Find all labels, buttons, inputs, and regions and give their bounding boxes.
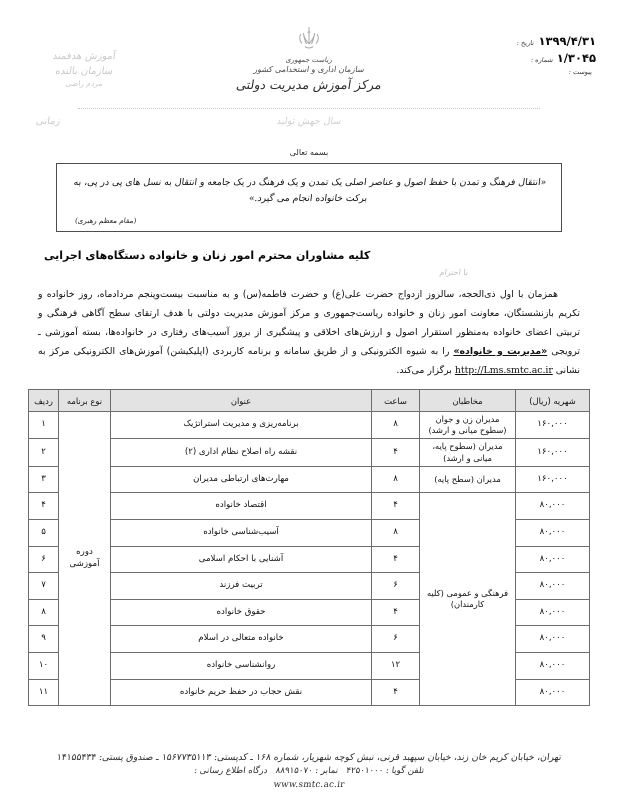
letter-footer (0, 751, 618, 792)
cell-radif: ۶ (29, 546, 59, 573)
subject-line: با احترام (439, 267, 469, 277)
lms-url-link[interactable]: http://Lms.smtc.ac.ir (454, 364, 553, 376)
cell-onvan: حقوق خانواده (111, 599, 372, 626)
cell-mokhataban: فرهنگی و عمومی (کلیه کارمندان) (420, 493, 516, 706)
cell-radif: ۷ (29, 573, 59, 600)
metadata-row-number (446, 51, 596, 68)
cell-saat: ۸ (372, 466, 420, 493)
org-line-center: مرکز آموزش مدیریت دولتی (235, 76, 383, 92)
quote-text: «انتقال فرهنگ و تمدن با حفظ اصول و عناصر اصلی یک تمدن و یک فرهنگ در یک جامعه و انتقال به نسل های پی در پی، به برکت خانواده انجام می گیرد.» (73, 177, 547, 204)
programs-table-wrapper (28, 389, 590, 706)
cell-onvan: برنامه‌ریزی و مدیریت استراتژیک (111, 412, 372, 439)
cell-shahrieh: ۸۰,۰۰۰ (516, 520, 590, 547)
letter-metadata (446, 34, 596, 85)
cell-shahrieh: ۸۰,۰۰۰ (516, 599, 590, 626)
org-line-administrative: سازمان اداری و استخدامی کشور (253, 64, 366, 74)
table-head (29, 390, 590, 412)
programs-table (28, 389, 590, 706)
column-header-noe: نوع برنامه (59, 390, 111, 412)
cell-onvan: آشنایی با احکام اسلامی (111, 546, 372, 573)
number-value: ۱/۳۰۴۵ (556, 51, 596, 65)
cell-radif: ۱۰ (29, 652, 59, 679)
metadata-row-date (446, 34, 596, 51)
cell-shahrieh: ۱۶۰,۰۰۰ (516, 466, 590, 493)
bismillah: بسمه تعالی (289, 148, 329, 157)
leader-quote-box (56, 163, 562, 232)
cell-shahrieh: ۸۰,۰۰۰ (516, 626, 590, 653)
quote-attribution: (مقام معظم رهبری) (74, 215, 137, 225)
letterhead (0, 0, 618, 127)
body-part-2: را به شیوه الکترونیکی و از طریق سامانه و برنامه کاربردی (اپلیکیشن) آموزش‌های الکترونیکی مرکز به نشانی (38, 345, 580, 376)
column-header-mokhataban: مخاطبان (420, 390, 516, 412)
cell-mokhataban: مدیران زن و جوان (سطوح میانی و ارشد) (420, 412, 516, 439)
letter-body (38, 285, 580, 380)
cell-program-type: دوره آموزشی (59, 412, 111, 706)
cell-saat: ۴ (372, 439, 420, 466)
date-value: ۱۳۹۹/۴/۳۱ (538, 34, 596, 48)
footer-website (0, 779, 618, 792)
table-row (29, 439, 590, 466)
cell-onvan: تربیت فرزند (111, 573, 372, 600)
cell-shahrieh: ۸۰,۰۰۰ (516, 493, 590, 520)
organization-identity (194, 24, 424, 92)
cell-radif: ۹ (29, 626, 59, 653)
cell-onvan: خانواده متعالی در اسلام (111, 626, 372, 653)
iran-emblem-icon (294, 24, 324, 54)
table-body (29, 412, 590, 706)
cell-saat: ۸ (372, 412, 420, 439)
phone-label: تلفن گویا : (385, 766, 425, 777)
cell-radif: ۸ (29, 599, 59, 626)
metadata-row-attachment (446, 68, 596, 85)
cell-saat: ۴ (372, 599, 420, 626)
fax-value: ۸۸۹۱۵۰۷۰ (274, 766, 314, 777)
cell-radif: ۳ (29, 466, 59, 493)
column-header-shahrieh: شهریه (ریال) (516, 390, 590, 412)
cell-radif: ۴ (29, 493, 59, 520)
cell-saat: ۶ (372, 626, 420, 653)
cell-onvan: اقتصاد خانواده (111, 493, 372, 520)
cell-mokhataban: مدیران (سطح پایه) (420, 466, 516, 493)
cell-saat: ۴ (372, 546, 420, 573)
number-label: شماره : (530, 56, 554, 64)
footer-contact (0, 765, 618, 778)
column-header-saat: ساعت (372, 390, 420, 412)
cell-saat: ۱۲ (372, 652, 420, 679)
cell-shahrieh: ۸۰,۰۰۰ (516, 573, 590, 600)
cell-radif: ۱۱ (29, 679, 59, 706)
cell-onvan: مهارت‌های ارتباطی مدیران (111, 466, 372, 493)
cell-onvan: آسیب‌شناسی خانواده (111, 520, 372, 547)
cell-shahrieh: ۱۶۰,۰۰۰ (516, 439, 590, 466)
slogan-watermark (14, 50, 154, 90)
org-line-presidency: ریاست جمهوری (285, 56, 333, 64)
slogan-right: زمانی (35, 116, 62, 127)
watermark-line-3: مردم راضی (65, 79, 104, 88)
attachment-label: پیوست : (568, 68, 593, 76)
cell-mokhataban: مدیران (سطوح پایه، میانی و ارشد) (420, 439, 516, 466)
cell-shahrieh: ۱۶۰,۰۰۰ (516, 412, 590, 439)
website-url[interactable]: www.smtc.ac.ir (272, 779, 346, 790)
header-divider (78, 108, 540, 109)
table-row (29, 493, 590, 520)
fax-label: نمابر : (314, 766, 339, 777)
table-header-row (29, 390, 590, 412)
portal-label: درگاه اطلاع رسانی : (193, 766, 269, 777)
cell-saat: ۸ (372, 520, 420, 547)
cell-onvan: نقش حجاب در حفظ حریم خانواده (111, 679, 372, 706)
watermark-line-1: آموزش هدفمند (51, 51, 117, 62)
date-label: تاریخ : (516, 39, 535, 47)
cell-saat: ۶ (372, 573, 420, 600)
addressee: کلیه مشاوران محترم امور زنان و خانواده دستگاه‌های اجرایی (44, 248, 371, 262)
table-row (29, 466, 590, 493)
cell-shahrieh: ۸۰,۰۰۰ (516, 652, 590, 679)
cell-radif: ۱ (29, 412, 59, 439)
cell-onvan: نقشه راه اصلاح نظام اداری (۲) (111, 439, 372, 466)
slogan-center: سال جهش تولید (275, 116, 343, 127)
cell-radif: ۵ (29, 520, 59, 547)
cell-shahrieh: ۸۰,۰۰۰ (516, 679, 590, 706)
column-header-onvan: عنوان (111, 390, 372, 412)
cell-shahrieh: ۸۰,۰۰۰ (516, 546, 590, 573)
body-part-1: همزمان با اول ذی‌الحجه، سالروز ازدواج حضرت علی(ع) و حضرت فاطمه(س) و به مناسبت بیست‌وپنجم مردادماه، روز خانواده و تکریم بازنشستگان، معاونت امور زنان و خانواده ریاست‌جمهوری و مرکز آموزش مدیریت دولتی با هدف ارتقای سطح آگاهی فرهنگی و تربیتی اعضای خانواده به‌منظور استقرار اصول و ارزش‌های اخلاقی و پیشگیری از بروز آسیب‌های رفتاری در خانواده‌ها، بسته آموزشی ـ ترویجی (38, 288, 581, 357)
cell-saat: ۴ (372, 493, 420, 520)
watermark-line-2: سازمان بالنده (54, 65, 114, 77)
program-title-highlight: «مدیریت و خانواده» (453, 345, 548, 357)
year-slogan-bar (0, 116, 618, 142)
body-part-3: برگزار می‌کند. (396, 364, 455, 376)
cell-onvan: روانشناسی خانواده (111, 652, 372, 679)
column-header-radif: ردیف (29, 390, 59, 412)
cell-radif: ۲ (29, 439, 59, 466)
cell-saat: ۴ (372, 679, 420, 706)
phone-value: ۴۲۵۰۱۰۰۰ (345, 766, 384, 777)
table-row (29, 412, 590, 439)
footer-address: تهران، خیابان کریم خان زند، خیابان سپهبد قرنی، نبش کوچه شهریار، شماره ۱۶۸ ـ کدپستی: ۱۵۶۷۷۳۵۱۱۳ ـ صندوق پستی: ۱۴۱۵۵۴۳۴ (55, 752, 563, 764)
